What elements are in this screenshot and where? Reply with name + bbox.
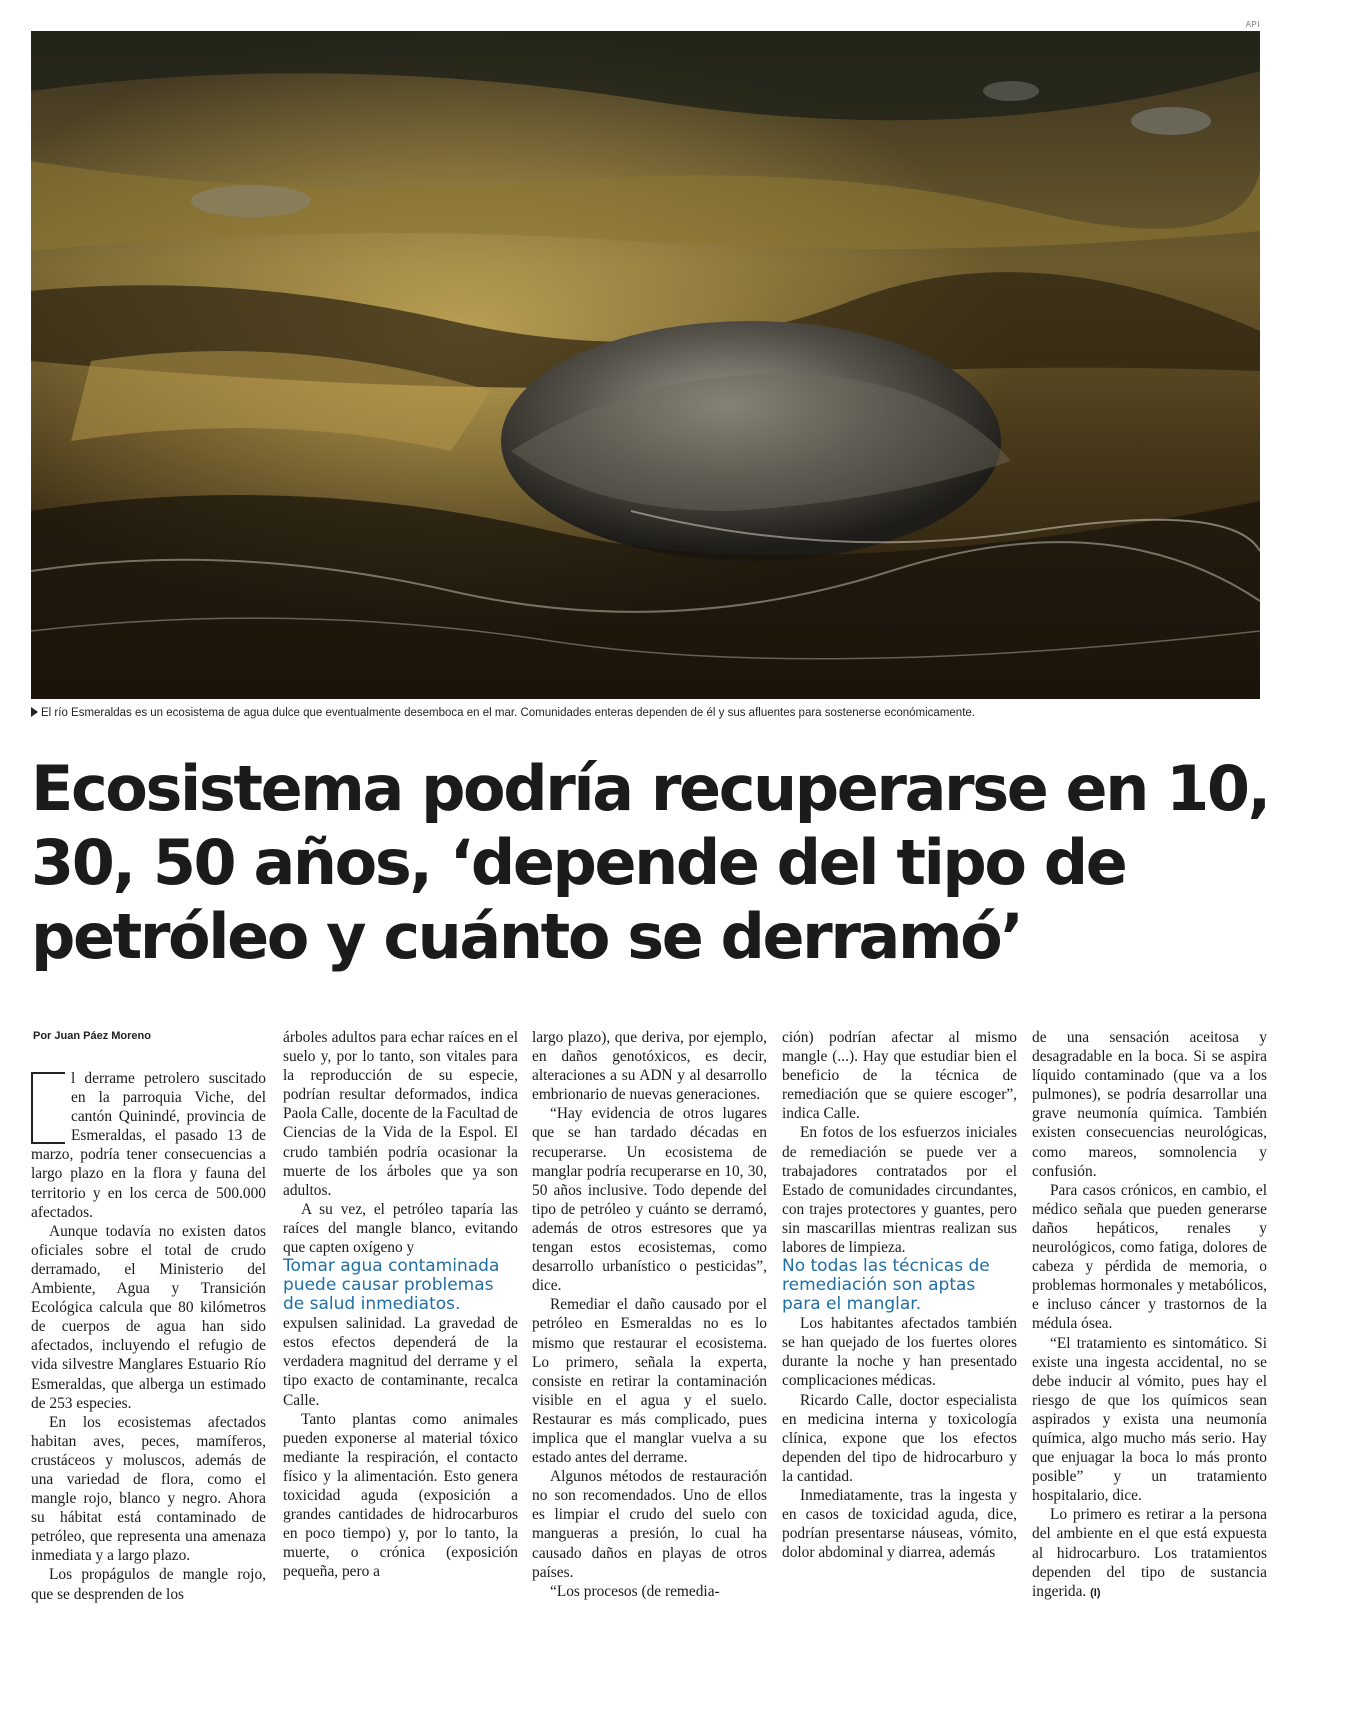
headline: Ecosistema podría recuperarse en 10, 30, 50 años, ‘depende del tipo de petróleo y cuánto se derramó’ [31, 752, 1269, 973]
paragraph: Los propágulos de mangle rojo, que se desprenden de los [31, 1566, 266, 1603]
caption-text: El río Esmeraldas es un ecosistema de agua dulce que eventualmente desemboca en el mar. Comunidades enteras dependen de él y sus afluentes para sostenerse económicamente. [41, 707, 975, 719]
subheading: No todas las técnicas de remediación son aptas para el manglar. [782, 1256, 990, 1315]
river-photo-illustration [31, 31, 1260, 699]
river-photo [31, 31, 1260, 699]
article-column-4 [782, 1028, 1017, 1562]
paragraph: de una sensación aceitosa y desagradable en la boca. Si se aspira líquido contaminado (que va a los pulmones), se podría desarrollar una grave neumonía química. También existen consecuencias neurológicas, como mareos, somnolencia y confusión. [1032, 1029, 1267, 1180]
paragraph: Inmediatamente, tras la ingesta y en casos de toxicidad aguda, dice, podrían presentarse náuseas, vómito, dolor abdominal y diarrea, además [782, 1486, 1017, 1562]
article-column-3 [532, 1028, 767, 1601]
paragraph: Aunque todavía no existen datos oficiales sobre el total de crudo derramado, el Ministerio del Ambiente, Agua y Transición Ecológica calcula que 80 kilómetros de cuerpos de agua han sido afectados, incluyendo el refugio de vida silvestre Manglares Estuario Río Esmeraldas, que alberga un estimado de 253 especies. [31, 1222, 266, 1412]
paragraph: En fotos de los esfuerzos iniciales de remediación se puede ver a trabajadores contratados por el Estado de comunidades circundantes, con trajes protectores y guantes, pero sin mascarillas mientras realizan sus labores de limpieza. [782, 1124, 1017, 1257]
paragraph: Algunos métodos de restauración no son recomendados. Uno de ellos es limpiar el crudo del suelo con mangueras a presión, lo cual ha causado daños en playas de otros países. [532, 1468, 767, 1581]
paragraph: “Hay evidencia de otros lugares que se han tardado décadas en recuperarse. Un ecosistema de manglar podría recuperarse en 10, 30, 50 años inclusive. Todo depende del tipo de petróleo y cuánto se derramó, además de otros estresores que ya tengan estos ecosistemas, como desarrollo urbanístico o pesticidas”, dice. [532, 1105, 767, 1295]
paragraph: l derrame petrolero suscitado en la parroquia Viche, del cantón Quinindé, provincia de Esmeraldas, el pasado 13 de marzo, podría tener consecuencias a largo plazo en la flora y fauna del territorio y en los cerca de 500.000 afectados. [31, 1070, 266, 1221]
byline: Por Juan Páez Moreno [33, 1030, 151, 1042]
drop-cap-e-icon [31, 1072, 65, 1144]
article-column-1 [31, 1069, 266, 1604]
paragraph: A su vez, el petróleo taparía las raíces del mangle blanco, evitando que capten oxígeno y [283, 1200, 518, 1257]
paragraph: “Los procesos (de remedia- [550, 1582, 720, 1600]
article-column-5 [1032, 1028, 1267, 1603]
paragraph: “El tratamiento es sintomático. Si existe una ingesta accidental, no se debe inducir al vómito, pues hay el riesgo de que los químicos sean aspirados y exista una neumonía química, algo mucho más serio. Hay que enjuagar la boca lo más pronto posible” y un tratamiento hospitalario, dice. [1032, 1334, 1267, 1505]
subheading: Tomar agua contaminada puede causar problemas de salud inmediatos. [283, 1256, 500, 1315]
paragraph: árboles adultos para echar raíces en el suelo y, por lo tanto, son vitales para la reproducción de su especie, podrían resultar deformados, indica Paola Calle, docente de la Facultad de Ciencias de la Vida de la Espol. El crudo también podría ocasionar la muerte de los árboles que ya son adultos. [283, 1029, 518, 1199]
paragraph: Ricardo Calle, doctor especialista en medicina interna y toxicología clínica, expone que los efectos dependen del tipo de hidrocarburo y la cantidad. [782, 1391, 1017, 1485]
paragraph: Remediar el daño causado por el petróleo en Esmeraldas no es lo mismo que restaurar el ecosistema. Lo primero, señala la experta, consiste en retirar la contaminación visible en el agua y el suelo. Restaurar es más complicado, pues implica que el manglar vuelva a su estado antes del derrame. [532, 1296, 767, 1467]
paragraph: En los ecosistemas afectados habitan aves, peces, mamíferos, crustáceos y moluscos, además de una variedad de flora, como el mangle rojo, blanco y negro. Ahora su hábitat está contaminado de petróleo, que representa una amenaza inmediata y a largo plazo. [31, 1413, 266, 1565]
paragraph [1032, 1505, 1267, 1602]
paragraph: expulsen salinidad. La gravedad de estos efectos dependerá de la verdadera magnitud del derrame y el tipo exacto de contaminante, recalca Calle. [283, 1315, 518, 1409]
paragraph-text: Lo primero es retirar a la persona del ambiente en el que está expuesta al hidrocarburo. Los tratamientos dependen del tipo de sustancia ingerida. [1032, 1506, 1267, 1600]
end-mark: (I) [1090, 1586, 1101, 1599]
paragraph: ción) podrían afectar al mismo mangle (...). Hay que estudiar bien el beneficio de la técnica de remediación que se quiere escoger”, indica Calle. [782, 1029, 1017, 1123]
paragraph: Los habitantes afectados también se han quejado de los fuertes olores durante la noche y han presentado complicaciones médicas. [782, 1315, 1017, 1390]
photo-credit: API [1245, 20, 1260, 29]
paragraph: largo plazo), que deriva, por ejemplo, en daños genotóxicos, es decir, alteraciones a su ADN y al desarrollo embrionario de nuevas generaciones. [532, 1029, 767, 1104]
paragraph: Tanto plantas como animales pueden exponerse al material tóxico mediante la respiración, el contacto físico y la alimentación. Esto genera toxicidad aguda (exposición a grandes cantidades de hidrocarburos en poco tiempo) y, por lo tanto, la muerte, o crónica (exposición pequeña, pero a [283, 1410, 518, 1581]
caption-triangle-icon [31, 707, 38, 717]
article-column-2 [283, 1028, 518, 1581]
photo-caption [31, 707, 1271, 719]
paragraph: Para casos crónicos, en cambio, el médico señala que pueden generarse daños hepáticos, renales y neurológicos, como fatiga, dolores de cabeza y pérdida de memoria, o problemas hormonales y metabólicos, e incluso cáncer y trastornos de la médula ósea. [1032, 1181, 1267, 1333]
